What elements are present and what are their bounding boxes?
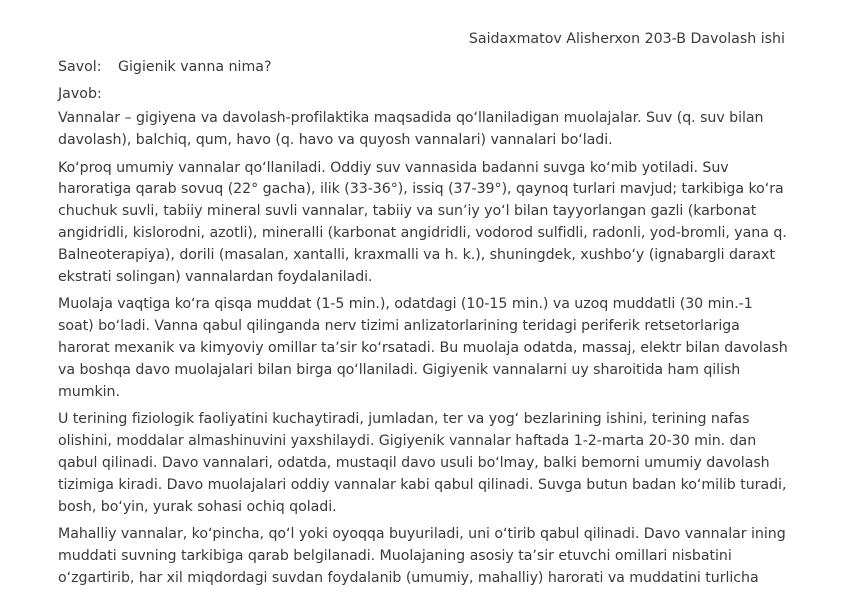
paragraph: Mahalliy vannalar, koʻpincha, qoʻl yoki oyoqqa buyuriladi, uni oʻtirib qabul qilinadi. Davo vannalar ining muddati suvning tarkibiga qarab belgilanadi. Muolajaning asosiy taʼsir etuvchi omillari nisbatini oʻzgartirib, har xil miqdordagi suvdan foydalanib (umumiy, mahalliy) harorati va muddatini turlicha: [58, 526, 786, 586]
paragraph: U terining fiziologik faoliyatini kuchaytiradi, jumladan, ter va yogʻ bezlarining ishini, terining nafas olishini, moddalar almashinuvini yaxshilaydi. Gigiyenik vannalar haftada 1-2-marta 20-30 min. dan qabul qilinadi. Davo vannalari, odatda, mustaqil davo usuli boʻlmay, balki bemorni umumiy davolash tizimiga kiradi. Davo muolajalari oddiy vannalar kabi qabul qilinadi. Suvga butun badan koʻmilib turadi, bosh, boʻyin, yurak sohasi ochiq qoladi.: [58, 411, 787, 515]
paragraph: Koʻproq umumiy vannalar qoʻllaniladi. Oddiy suv vannasida badanni suvga koʻmib yotiladi. Suv haroratiga qarab sovuq (22° gacha), ilik (33-36°), issiq (37-39°), qaynoq turlari mavjud; tarkibiga koʻra chuchuk suvli, tabiiy mineral suvli vannalar, tabiiy va sunʼiy yoʻl bilan tayyorlangan gazli (karbonat angidridli, kislorodni, azotli), mineralli (karbonat angidridli, vodorod sulfidli, radonli, yod-bromli, yana q. Balneoterapiya), dorili (masalan, xantalli, kraxmalli va h. k.), shuningdek, xushboʻy (ignabargli daraxt ekstrati solingan) vannalardan foydalaniladi.: [58, 159, 787, 285]
answer-body: [58, 108, 792, 596]
question-text: Gigienik vanna nima?: [118, 59, 272, 75]
question-row: [58, 57, 272, 77]
answer-row: [58, 84, 102, 104]
paragraph: Vannalar – gigiyena va davolash-profilaktika maqsadida qoʻllaniladigan muolajalar. Suv (q. suv bilan davolash), balchiq, qum, havo (q. havo va quyosh vannalari) vannalari boʻladi.: [58, 110, 764, 148]
paragraph: Muolaja vaqtiga koʻra qisqa muddat (1-5 min.), odatdagi (10-15 min.) va uzoq muddatli (30 min.-1 soat) boʻladi. Vanna qabul qilinganda nerv tizimi anlizatorlarining teridagi periferik retsetorlariga harorat mexanik va kimyoviy omillar taʼsir koʻrsatadi. Bu muolaja odatda, massaj, elektr bilan davolash va boshqa davo muolajalari bilan birga qoʻllaniladi. Gigiyenik vannalarni uy sharoitida ham qilish mumkin.: [58, 296, 788, 400]
answer-label: Javob:: [58, 86, 102, 102]
author-line: Saidaxmatov Alisherxon 203-B Davolash ishi: [468, 31, 785, 47]
question-label: Savol:: [58, 59, 102, 75]
